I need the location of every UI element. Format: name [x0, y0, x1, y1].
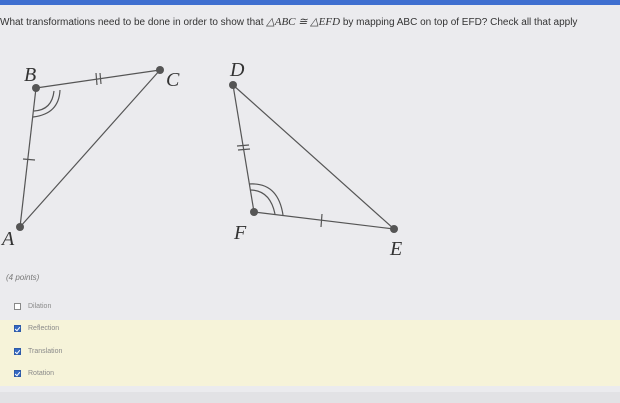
segment-de [233, 85, 394, 229]
tick-bc-2 [100, 73, 101, 84]
option-reflection[interactable] [14, 322, 59, 334]
option-label: Dilation [28, 302, 52, 310]
point-a [16, 223, 24, 231]
label-f: F [234, 222, 247, 244]
label-b: B [24, 64, 37, 86]
option-label: Rotation [28, 369, 55, 377]
label-e: E [390, 238, 403, 260]
label-d: D [230, 59, 245, 81]
point-e [390, 225, 398, 233]
tick-ba [23, 159, 35, 160]
option-translation[interactable] [14, 345, 62, 357]
option-rotation[interactable] [14, 367, 54, 379]
tick-df-1 [237, 145, 249, 146]
segment-bc [36, 70, 160, 88]
checkbox-rotation[interactable] [14, 370, 21, 377]
answer-highlight-band [0, 320, 620, 386]
checkbox-reflection[interactable] [14, 325, 21, 332]
point-d [229, 81, 237, 89]
label-c: C [166, 69, 180, 91]
checkbox-dilation[interactable] [14, 303, 21, 310]
triangle-abc [20, 70, 160, 227]
segment-fe [254, 212, 394, 229]
label-a: A [2, 228, 15, 250]
question-math: △ABC ≅ △EFD [266, 16, 341, 28]
option-label: Reflection [28, 324, 60, 332]
tick-bc-1 [96, 73, 97, 85]
point-f [250, 208, 258, 216]
angle-b-arc-2 [33, 90, 60, 117]
checkbox-translation[interactable] [14, 348, 21, 355]
next-question-cut [0, 392, 620, 403]
option-dilation[interactable] [14, 300, 51, 312]
points-label: (4 points) [6, 273, 40, 282]
tick-fe [321, 214, 322, 227]
segment-ac [20, 70, 160, 227]
point-c [156, 66, 164, 74]
option-label: Translation [28, 347, 63, 355]
angle-b-arc-1 [34, 91, 54, 111]
question-prefix: What transformations need to be done in order to show that [0, 17, 267, 28]
segment-ba [20, 88, 36, 227]
segment-df [233, 85, 254, 212]
tick-df-2 [238, 149, 250, 150]
question-suffix: by mapping ABC on top of EFD? Check all that apply [340, 17, 578, 28]
triangle-dfe [233, 85, 394, 229]
